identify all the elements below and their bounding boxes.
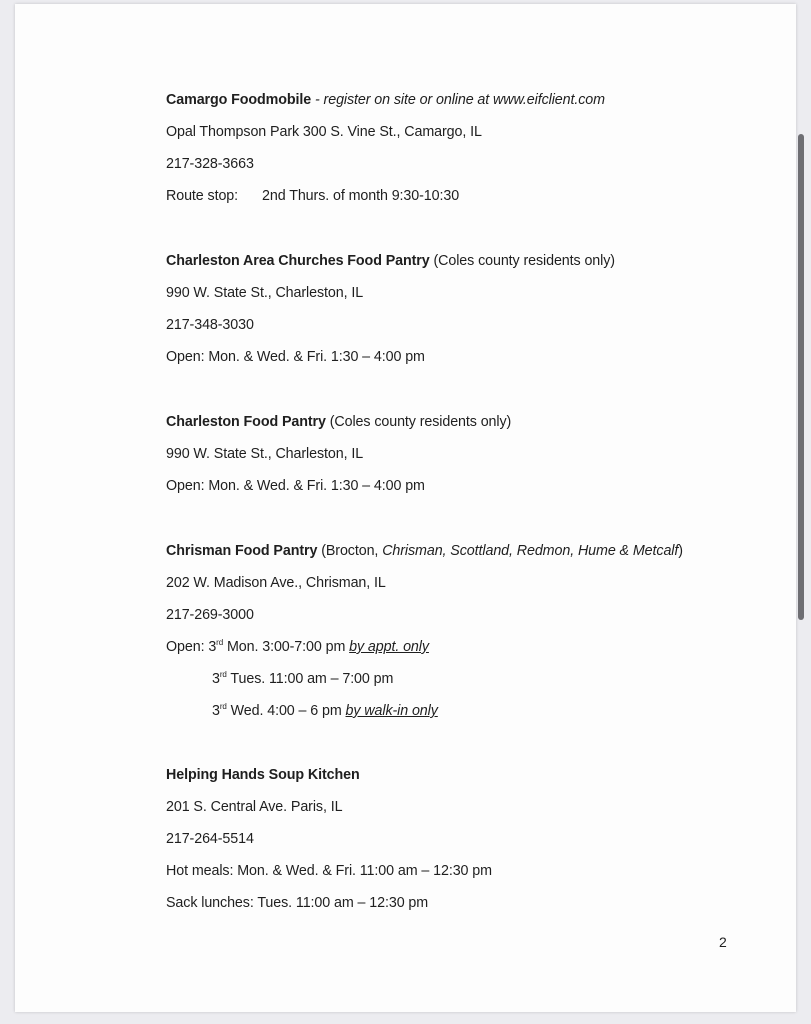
entry-address: 202 W. Madison Ave., Chrisman, IL bbox=[166, 575, 386, 591]
entry-name: Helping Hands Soup Kitchen bbox=[166, 767, 360, 783]
entry-note: (Coles county residents only) bbox=[325, 414, 512, 430]
entry-hours bbox=[166, 187, 459, 205]
schedule-line: 3rd Tues. 11:00 am – 7:00 pm bbox=[212, 670, 394, 687]
entry-hours-sack-lunches: Sack lunches: Tues. 11:00 am – 12:30 pm bbox=[166, 895, 429, 911]
entry-title: Chrisman Food Pantry (Brocton, Chrisman, Scottland, Redmon, Hume & Metcalf) bbox=[166, 543, 683, 559]
entry-phone: 217-348-3030 bbox=[166, 317, 254, 333]
schedule-qualifier: by walk-in only bbox=[345, 703, 438, 719]
entry-phone: 217-328-3663 bbox=[166, 156, 254, 172]
hours-value: 2nd Thurs. of month 9:30-10:30 bbox=[262, 188, 460, 204]
entry-phone: 217-264-5514 bbox=[166, 831, 254, 847]
entry-note-towns: Chrisman, Scottland, Redmon, Hume & Metcalf bbox=[382, 543, 679, 559]
entry-hours: Open: Mon. & Wed. & Fri. 1:30 – 4:00 pm bbox=[166, 349, 425, 365]
entry-note: - register on site or online at www.eifclient.com bbox=[311, 92, 605, 108]
hours-label: Route stop: bbox=[166, 188, 239, 204]
entry-hours: Open: Mon. & Wed. & Fri. 1:30 – 4:00 pm bbox=[166, 478, 425, 494]
entry-note: (Coles county residents only) bbox=[429, 253, 615, 269]
entry-address: 990 W. State St., Charleston, IL bbox=[166, 285, 364, 301]
schedule-line: 3rd Wed. 4:00 – 6 pm by walk-in only bbox=[212, 702, 438, 719]
entry-title bbox=[166, 252, 615, 270]
entry-address: 201 S. Central Ave. Paris, IL bbox=[166, 799, 343, 815]
schedule-qualifier: by appt. only bbox=[349, 639, 429, 655]
entry-hours-hot-meals: Hot meals: Mon. & Wed. & Fri. 11:00 am – 12:30 pm bbox=[166, 863, 492, 879]
entry-address: 990 W. State St., Charleston, IL bbox=[166, 446, 364, 462]
entry-title bbox=[166, 413, 511, 431]
vertical-scrollbar[interactable] bbox=[798, 134, 804, 620]
entry-name: Camargo Foodmobile bbox=[166, 92, 312, 108]
schedule-line: Open: 3rd Mon. 3:00-7:00 pm by appt. only bbox=[166, 638, 429, 655]
entry-name: Chrisman Food Pantry bbox=[166, 543, 318, 559]
entry-title bbox=[166, 91, 605, 109]
entry-name: Charleston Area Churches Food Pantry bbox=[166, 253, 430, 269]
page-number: 2 bbox=[719, 934, 727, 950]
entry-address: Opal Thompson Park 300 S. Vine St., Camargo, IL bbox=[166, 124, 482, 140]
document-page bbox=[15, 4, 796, 1012]
entry-title bbox=[166, 766, 360, 784]
entry-name: Charleston Food Pantry bbox=[166, 414, 326, 430]
entry-phone: 217-269-3000 bbox=[166, 607, 254, 623]
